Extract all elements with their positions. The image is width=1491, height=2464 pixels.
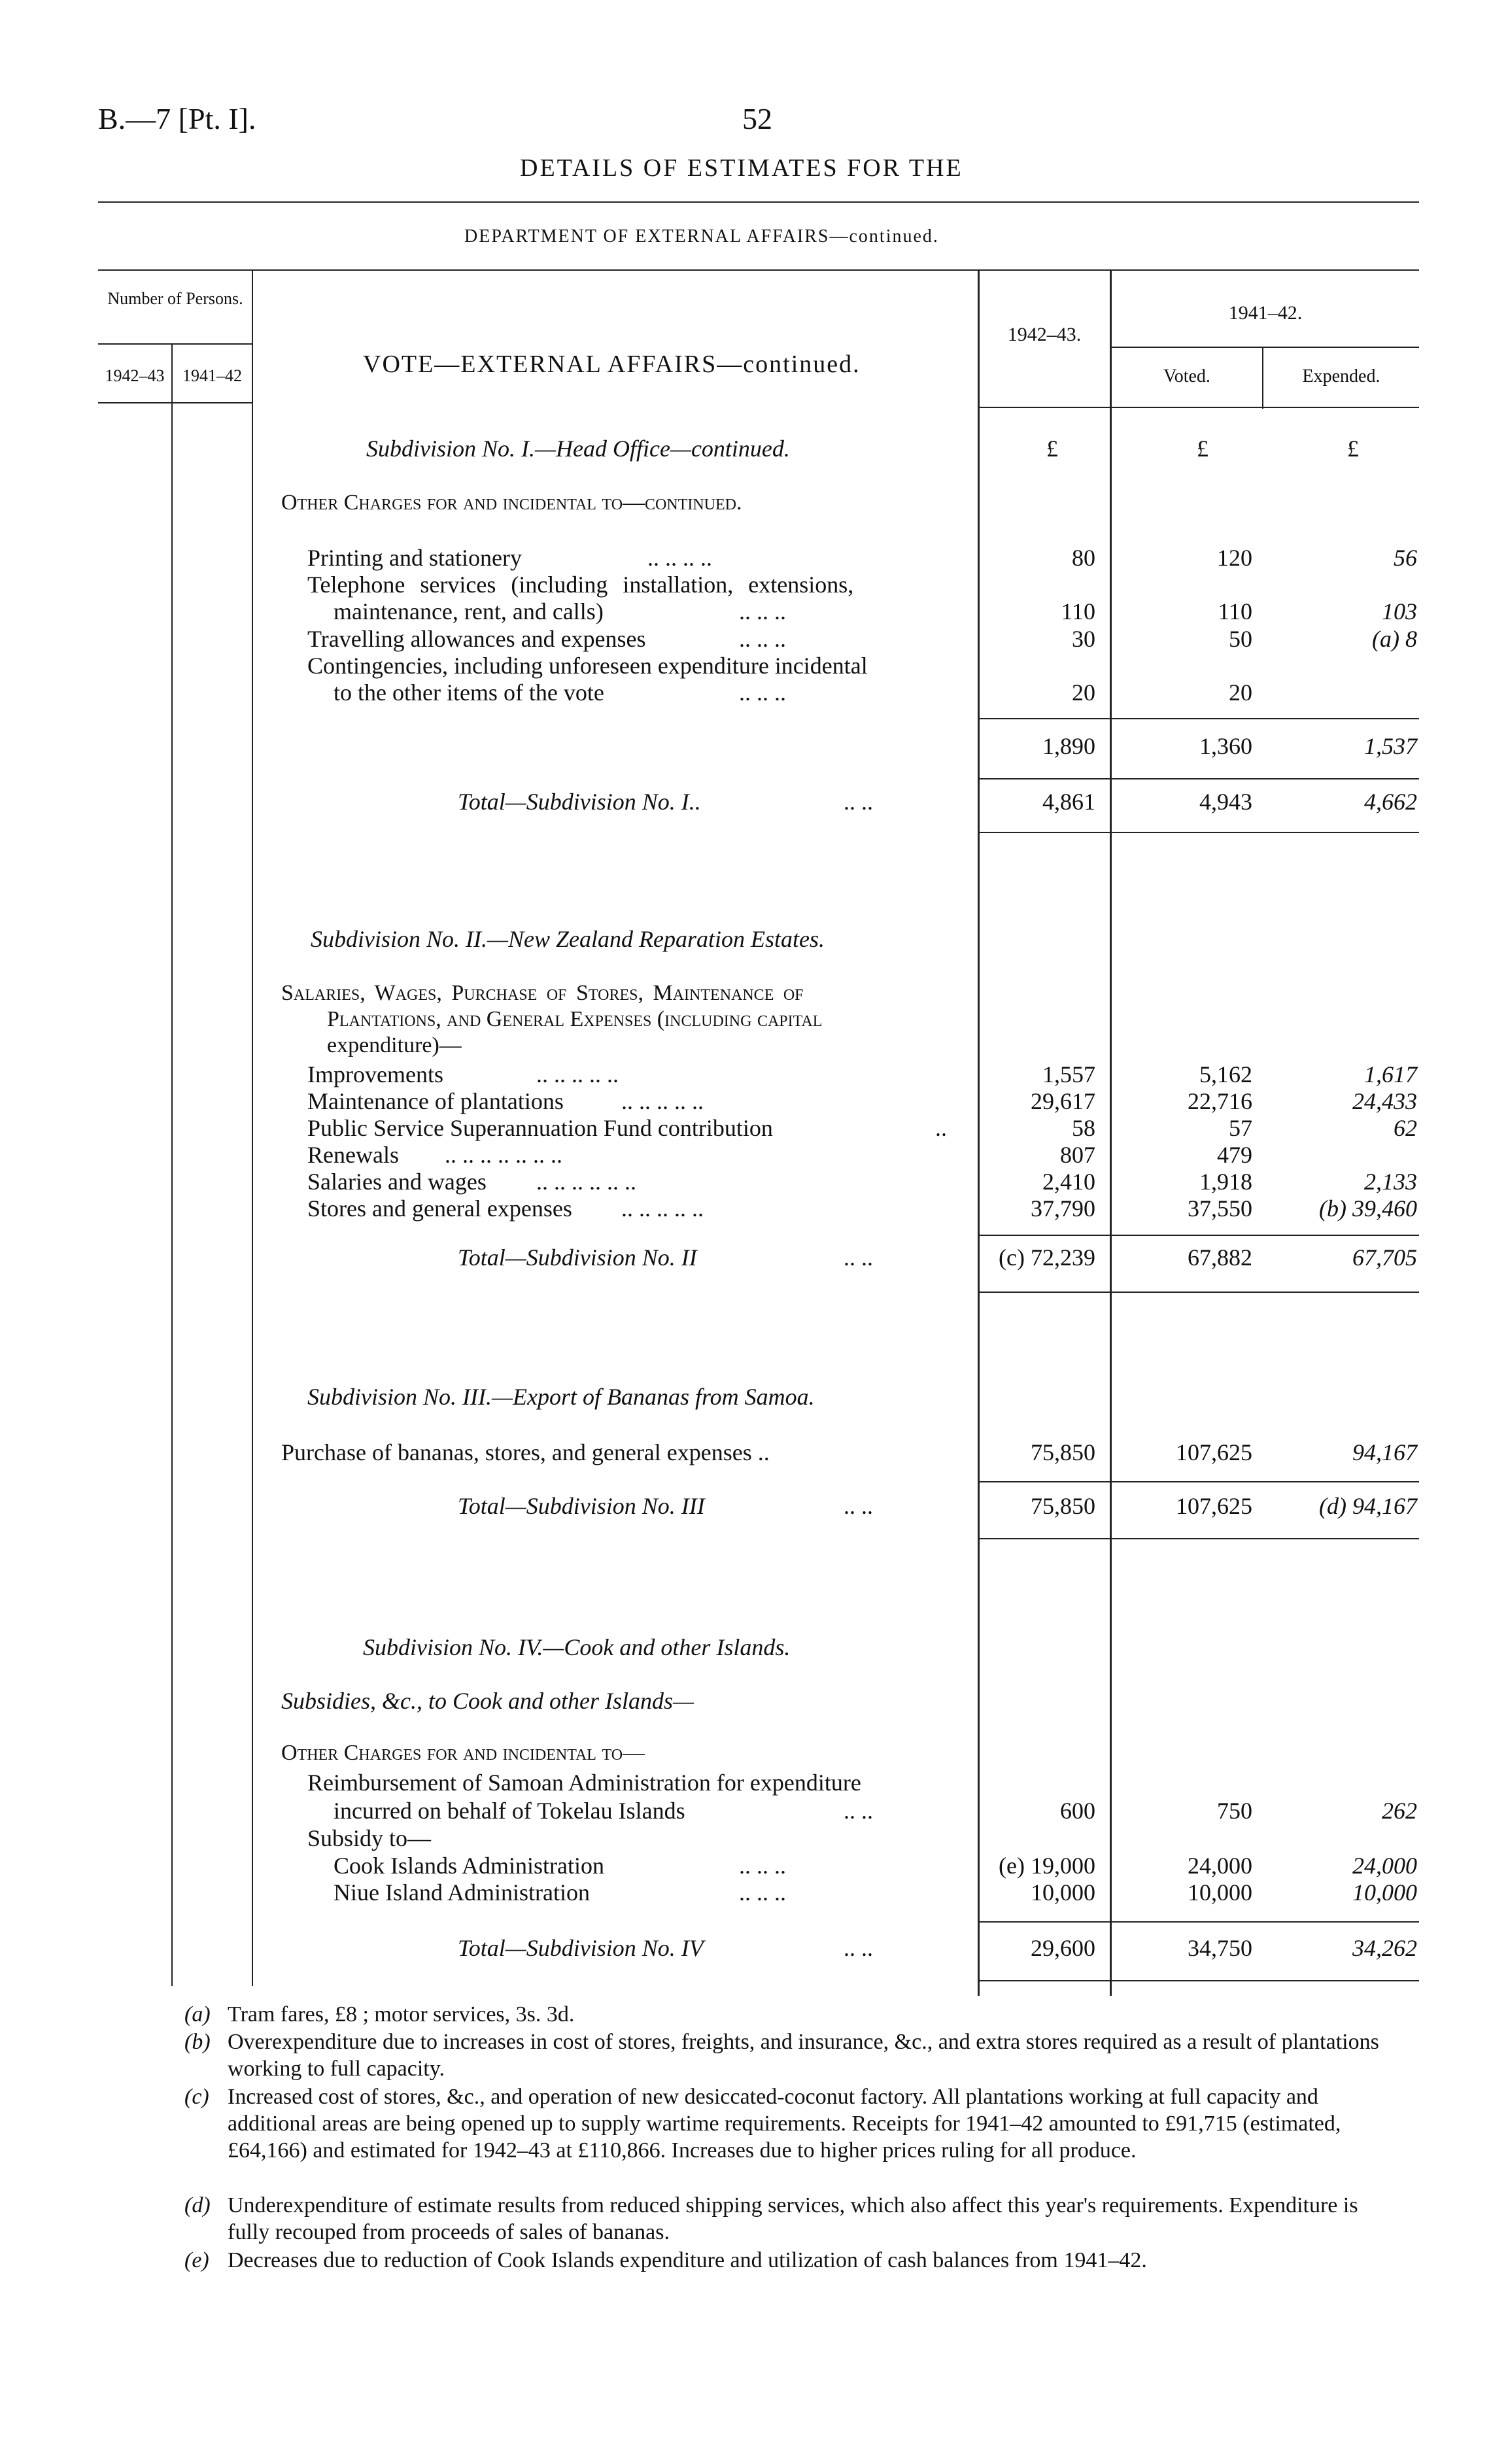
cell-voted: 120: [1217, 545, 1252, 571]
persons-year-b: 1941–42: [182, 366, 242, 385]
rule-sub2-total-bottom: [978, 1292, 1419, 1293]
cell-voted: 1,360: [1199, 733, 1252, 759]
page-number: 52: [742, 102, 772, 135]
cell-1942: 29,617: [1031, 1088, 1095, 1114]
cell-voted: 67,882: [1188, 1244, 1252, 1271]
cell-expended: (b) 39,460: [1319, 1195, 1417, 1222]
total-label: Total—Subdivision No. III: [458, 1493, 705, 1519]
row-label: Public Service Superannuation Fund contribution: [307, 1115, 773, 1141]
footnote-mark: (e): [184, 2248, 209, 2272]
sub4-heading: Subdivision No. IV.—Cook and other Islands.: [363, 1634, 791, 1660]
cell-expended: 10,000: [1352, 1879, 1417, 1906]
row-leader: .. ..: [844, 1935, 873, 1961]
table-row: [0, 1852, 1491, 1881]
subtotal-row: [0, 732, 1491, 761]
footnote: [184, 2001, 1380, 2028]
footnote: [184, 2083, 1380, 2164]
cell-expended: 56: [1394, 545, 1417, 571]
sub4-subsidy-to: Subsidy to—: [307, 1825, 432, 1851]
rule-sub1-total-bottom: [978, 832, 1419, 833]
table-row: [0, 1879, 1491, 1908]
cell-1942: (c) 72,239: [999, 1244, 1095, 1271]
cell-expended: 262: [1382, 1798, 1417, 1824]
cell-voted: 750: [1217, 1798, 1252, 1824]
cell-1942: 30: [1072, 626, 1095, 652]
footnote-text: Underexpenditure of estimate results from reduced shipping services, which also affect this year's requirements. Expenditure is fully recouped from proceeds of sales of bananas.: [228, 2193, 1358, 2244]
cell-1942: 29,600: [1031, 1935, 1095, 1961]
cell-voted: 24,000: [1188, 1853, 1252, 1879]
cell-voted: 1,918: [1199, 1169, 1252, 1195]
table-row: [0, 1141, 1491, 1170]
sub2-intro-3: expenditure)—: [327, 1033, 462, 1057]
table-row: [0, 1195, 1491, 1223]
row-label: Stores and general expenses: [307, 1195, 572, 1222]
total-label: Total—Subdivision No. II: [458, 1244, 697, 1271]
row-label: Maintenance of plantations: [307, 1088, 564, 1114]
total-label: Total—Subdivision No. IV: [458, 1935, 704, 1961]
department-title: DEPARTMENT OF EXTERNAL AFFAIRS—continued.: [464, 226, 939, 247]
row-label: Renewals: [307, 1142, 399, 1168]
footnote: [184, 2247, 1380, 2274]
cell-1942: 80: [1072, 545, 1095, 571]
table-row: [0, 544, 1491, 573]
row-leader: .. .. ..: [739, 1853, 786, 1879]
row-label: Telephone services (including installation, extensions,: [307, 572, 854, 598]
sub2-intro-1: Salaries, Wages, Purchase of Stores, Maintenance of: [281, 981, 804, 1005]
cell-voted: 57: [1229, 1115, 1252, 1141]
table-row: [0, 1797, 1491, 1826]
cell-1942: 600: [1060, 1798, 1095, 1824]
total-label: Total—Subdivision No. I..: [458, 789, 701, 815]
footnote: [184, 2192, 1380, 2246]
table-row: [0, 679, 1491, 708]
col-1941-heading: 1941–42.: [1228, 302, 1303, 324]
table-row: [0, 652, 1491, 681]
rule-persons-head: [98, 343, 252, 345]
total-row: [0, 788, 1491, 817]
currency-voted: £: [1197, 436, 1208, 462]
cell-expended: 34,262: [1352, 1935, 1417, 1961]
cell-expended: 24,433: [1352, 1088, 1417, 1114]
persons-year-a: 1942–43: [105, 366, 165, 385]
cell-1942: 20: [1072, 679, 1095, 706]
footnote-mark: (a): [184, 2002, 211, 2027]
cell-1942: 75,850: [1031, 1439, 1095, 1465]
rule-sub1-total-top: [978, 778, 1419, 779]
row-leader: .. .. .. .. .. ..: [536, 1169, 636, 1195]
total-row: [0, 1492, 1491, 1521]
row-label: Travelling allowances and expenses: [307, 626, 646, 652]
row-leader: .. .. .. .. .. .. ..: [445, 1142, 562, 1168]
cell-voted: 110: [1218, 598, 1252, 625]
table-row: [0, 1061, 1491, 1089]
row-leader: .. ..: [844, 789, 873, 815]
row-leader: .. .. ..: [739, 1879, 786, 1906]
cell-expended: 24,000: [1352, 1853, 1417, 1879]
row-leader: .. .. .. .. ..: [536, 1061, 619, 1087]
footnote-mark: (d): [184, 2193, 211, 2217]
rule-sub2-total-top: [978, 1235, 1419, 1236]
footnote-text: Overexpenditure due to increases in cost of stores, freights, and insurance, &c., and extra stores required as a result of plantations working to full capacity.: [228, 2030, 1379, 2081]
row-label: Purchase of bananas, stores, and general expenses ..: [281, 1439, 770, 1465]
row-label: Improvements: [307, 1061, 443, 1087]
cell-voted: 479: [1217, 1142, 1252, 1168]
document-reference: B.—7 [Pt. I].: [98, 102, 256, 135]
col-expended-heading: Expended.: [1302, 366, 1380, 386]
sub4-subsidies: Subsidies, &c., to Cook and other Islands—: [281, 1688, 694, 1714]
footnote-mark: (b): [184, 2030, 211, 2054]
rule-head-bottom: [978, 407, 1419, 408]
row-leader: .. .. .. .. ..: [621, 1195, 704, 1222]
footnote-mark: (c): [184, 2085, 209, 2109]
currency-1942: £: [1046, 436, 1058, 462]
cell-1942: 75,850: [1031, 1493, 1095, 1519]
table-row: [0, 598, 1491, 626]
persons-heading: Number of Persons.: [107, 289, 243, 308]
cell-voted: 4,943: [1199, 789, 1252, 815]
currency-expended: £: [1347, 436, 1359, 462]
cell-1942: 2,410: [1042, 1169, 1095, 1195]
rule-persons-subhead: [98, 402, 252, 403]
table-row: [0, 625, 1491, 654]
cell-voted: 107,625: [1176, 1439, 1252, 1465]
row-label: to the other items of the vote: [334, 679, 604, 706]
cell-1942: (e) 19,000: [999, 1853, 1095, 1879]
row-label: Niue Island Administration: [334, 1879, 590, 1906]
table-row: [0, 571, 1491, 600]
row-label: Contingencies, including unforeseen expenditure incidental: [307, 653, 868, 679]
sub1-other-charges: Other Charges for and incidental to—continued.: [281, 490, 742, 515]
rule-top: [98, 201, 1419, 203]
sub4-reimb-line1: Reimbursement of Samoan Administration for expenditure: [307, 1770, 861, 1796]
row-label: incurred on behalf of Tokelau Islands: [334, 1798, 685, 1824]
footnote-text: Increased cost of stores, &c., and operation of new desiccated-coconut factory. All plantations working at full capacity and additional areas are being opened up to supply wartime requirements. Receipts for 1941–42 amounted to £91,715 (estimated, £64,166) and estimated for 1942–43 at £110,866. Increases due to higher prices ruling for all produce.: [228, 2085, 1341, 2163]
row-leader: .. ..: [844, 1798, 873, 1824]
rule-sub4-total-top: [978, 1921, 1419, 1923]
sub3-heading: Subdivision No. III.—Export of Bananas from Samoa.: [307, 1384, 815, 1410]
cell-expended: 1,537: [1364, 733, 1417, 759]
cell-expended: 67,705: [1352, 1244, 1417, 1271]
table-row: [0, 1087, 1491, 1116]
row-leader: .. .. ..: [739, 679, 786, 706]
cell-1942: 58: [1072, 1115, 1095, 1141]
row-leader: .. ..: [844, 1493, 873, 1519]
row-label: Salaries and wages: [307, 1169, 487, 1195]
table-row: [0, 1439, 1491, 1467]
cell-expended: 103: [1382, 598, 1417, 625]
cell-1942: 1,890: [1042, 733, 1095, 759]
row-leader: .. ..: [844, 1244, 873, 1271]
rule-table-top: [98, 269, 1419, 271]
row-label: maintenance, rent, and calls): [334, 598, 604, 625]
rule-sub1-subtotal-top: [978, 718, 1419, 719]
row-leader: .. .. .. ..: [647, 545, 712, 571]
cell-voted: 50: [1229, 626, 1252, 652]
cell-expended: 1,617: [1364, 1061, 1417, 1087]
cell-expended: 94,167: [1352, 1439, 1417, 1465]
rule-sub3-total-bottom: [978, 1538, 1419, 1539]
cell-1942: 4,861: [1042, 789, 1095, 815]
cell-1942: 110: [1061, 598, 1095, 625]
footnote-text: Tram fares, £8 ; motor services, 3s. 3d.: [228, 2002, 575, 2027]
cell-expended: 62: [1394, 1115, 1417, 1141]
cell-voted: 5,162: [1199, 1061, 1252, 1087]
total-row: [0, 1244, 1491, 1273]
row-leader: ..: [935, 1115, 947, 1141]
cell-1942: 807: [1060, 1142, 1095, 1168]
cell-expended: 4,662: [1364, 789, 1417, 815]
total-row: [0, 1934, 1491, 1963]
cell-voted: 20: [1229, 679, 1252, 706]
cell-1942: 37,790: [1031, 1195, 1095, 1222]
cell-voted: 22,716: [1188, 1088, 1252, 1114]
cell-expended: (a) 8: [1372, 626, 1417, 652]
rule-voted-head: [1110, 347, 1419, 348]
col-voted-heading: Voted.: [1163, 366, 1210, 386]
vote-title: VOTE—EXTERNAL AFFAIRS—continued.: [363, 351, 861, 378]
row-leader: .. .. ..: [739, 626, 786, 652]
sub2-heading: Subdivision No. II.—New Zealand Reparation Estates.: [311, 926, 825, 952]
row-leader: .. .. ..: [739, 598, 786, 625]
cell-voted: 34,750: [1188, 1935, 1252, 1961]
rule-sub4-total-bottom: [978, 1980, 1419, 1981]
col-1942-heading: 1942–43.: [1007, 324, 1082, 345]
cell-voted: 10,000: [1188, 1879, 1252, 1906]
cell-1942: 10,000: [1031, 1879, 1095, 1906]
footnote-text: Decreases due to reduction of Cook Islands expenditure and utilization of cash balances from 1941–42.: [228, 2248, 1147, 2272]
row-leader: .. .. .. .. ..: [621, 1088, 704, 1114]
cell-1942: 1,557: [1042, 1061, 1095, 1087]
sub2-intro-2: Plantations, and General Expenses (including capital: [327, 1007, 823, 1031]
cell-voted: 37,550: [1188, 1195, 1252, 1222]
cell-expended: (d) 94,167: [1319, 1493, 1417, 1519]
table-row: [0, 1168, 1491, 1197]
table-row: [0, 1114, 1491, 1143]
sub1-heading: Subdivision No. I.—Head Office—continued.: [366, 436, 790, 462]
rule-sub3-total-top: [978, 1481, 1419, 1482]
cell-voted: 107,625: [1176, 1493, 1252, 1519]
row-label: Cook Islands Administration: [334, 1853, 604, 1879]
footnote: [184, 2028, 1380, 2082]
row-label: Printing and stationery: [307, 545, 522, 571]
page-title: DETAILS OF ESTIMATES FOR THE: [520, 154, 963, 182]
sub4-other-charges: Other Charges for and incidental to—: [281, 1741, 645, 1765]
cell-expended: 2,133: [1364, 1169, 1417, 1195]
